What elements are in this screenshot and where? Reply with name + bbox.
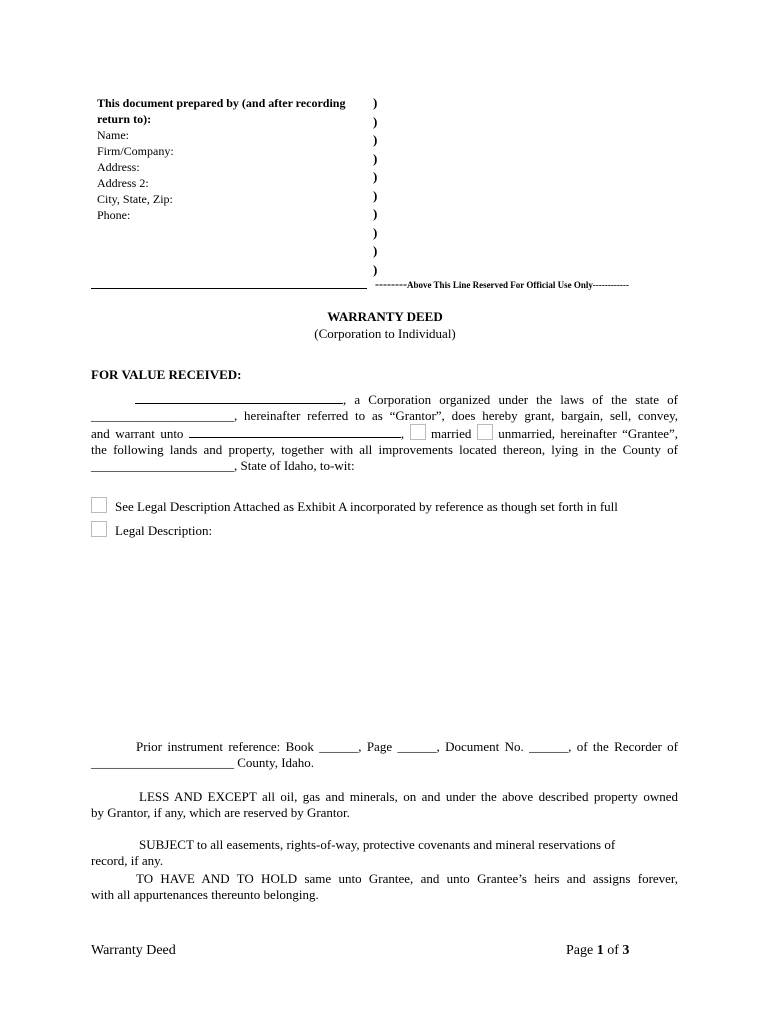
official-use-notice bbox=[375, 277, 629, 292]
field-address-2: Address 2: bbox=[97, 176, 149, 190]
grant-paragraph bbox=[91, 391, 678, 474]
field-city-state-zip: City, State, Zip: bbox=[97, 192, 173, 206]
prepared-by-block bbox=[97, 95, 367, 223]
less-and-except-paragraph bbox=[91, 789, 678, 821]
grant-line-5: ______________________, State of Idaho, to-wit: bbox=[91, 458, 355, 473]
official-use-text: Above This Line Reserved For Official Use Only bbox=[406, 280, 593, 290]
grant-line-3: and warrant unto , married unmarried, hereinafter “Grantee”, bbox=[91, 426, 679, 441]
total-pages: 3 bbox=[622, 943, 630, 958]
legal-description-checkbox[interactable] bbox=[91, 521, 107, 537]
exhibit-checkbox[interactable] bbox=[91, 497, 107, 513]
less-except-line-1: LESS AND EXCEPT all oil, gas and minerals, on and under the above described property owned bbox=[139, 789, 678, 804]
exhibit-option-label: See Legal Description Attached as Exhibit A incorporated by reference as though set forth in full bbox=[115, 499, 618, 514]
married-checkbox[interactable] bbox=[410, 424, 426, 440]
official-dashes-right: ------------ bbox=[592, 280, 629, 290]
habendum-line-1: TO HAVE AND TO HOLD same unto Grantee, and unto Grantee’s heirs and assigns forever, bbox=[136, 871, 678, 886]
field-firm: Firm/Company: bbox=[97, 144, 174, 158]
subject-to-paragraph bbox=[91, 837, 678, 869]
habendum-paragraph bbox=[91, 871, 678, 903]
footer-document-name: Warranty Deed bbox=[91, 943, 176, 958]
recording-divider-line bbox=[91, 288, 367, 289]
field-address: Address: bbox=[97, 160, 140, 174]
current-page: 1 bbox=[596, 943, 604, 958]
legal-description-label: Legal Description: bbox=[115, 523, 213, 538]
footer-page-number: Page 1 of 3 bbox=[566, 943, 630, 958]
subject-line-1: SUBJECT to all easements, rights-of-way, protective covenants and mineral reservations of bbox=[139, 837, 616, 852]
field-phone: Phone: bbox=[97, 208, 131, 222]
grantor-name-blank[interactable] bbox=[135, 391, 343, 404]
official-dashes-left: -------- bbox=[375, 277, 407, 291]
field-name: Name: bbox=[97, 128, 129, 142]
grantor-state-blank[interactable]: ______________________ bbox=[91, 408, 234, 423]
prior-line-1: Prior instrument reference: Book ______, Page ______, Document No. ______, of the Recorder of bbox=[136, 739, 678, 754]
subject-line-2: record, if any. bbox=[91, 853, 164, 868]
less-except-line-2: by Grantor, if any, which are reserved by Grantor. bbox=[91, 805, 350, 820]
document-subtitle: (Corporation to Individual) bbox=[314, 326, 456, 341]
county-blank[interactable]: ______________________ bbox=[91, 458, 234, 473]
habendum-line-2: with all appurtenances thereunto belonging. bbox=[91, 887, 319, 902]
prepared-by-heading: This document prepared by (and after recording return to): bbox=[97, 96, 346, 126]
grant-line-1: , a Corporation organized under the laws of the state of bbox=[91, 391, 678, 408]
unmarried-checkbox[interactable] bbox=[477, 424, 493, 440]
grant-line-2: ______________________, hereinafter referred to as “Grantor”, does hereby grant, bargain, sell, convey, bbox=[91, 408, 678, 423]
prior-instrument-paragraph bbox=[91, 739, 678, 771]
bracket-column: ) ) ) ) ) ) ) ) ) ) bbox=[373, 95, 378, 277]
document-title: WARRANTY DEED bbox=[327, 309, 443, 324]
grant-line-4: the following lands and property, together with all improvements located thereon, lying in the County of bbox=[91, 442, 678, 457]
grantee-name-blank[interactable] bbox=[189, 425, 401, 438]
prior-line-2: ______________________ County, Idaho. bbox=[91, 755, 315, 770]
legal-description-option bbox=[91, 521, 212, 539]
exhibit-option bbox=[91, 497, 618, 515]
for-value-received-heading: FOR VALUE RECEIVED: bbox=[91, 367, 242, 382]
